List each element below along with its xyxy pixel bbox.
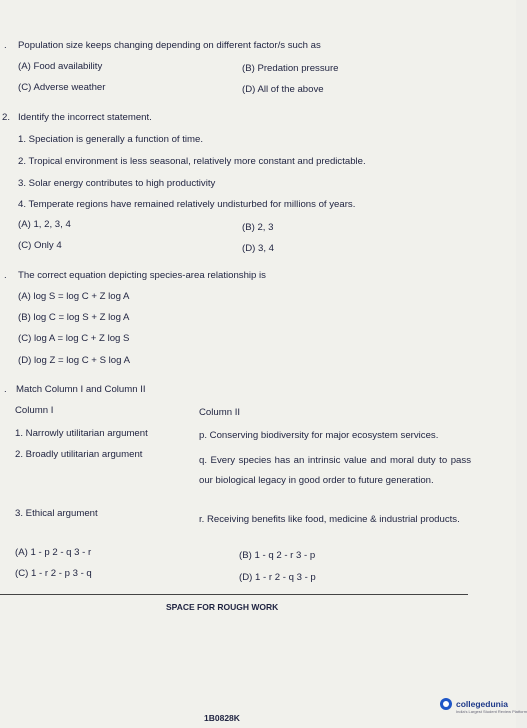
- question-2-option-d: (D) 3, 4: [242, 243, 274, 254]
- rough-work-label: SPACE FOR ROUGH WORK: [166, 602, 279, 612]
- column-1-item-1: 1. Narrowly utilitarian argument: [15, 428, 148, 439]
- question-4-number: .: [4, 384, 7, 395]
- column-1-header: Column I: [15, 405, 54, 416]
- column-2-item-r: r. Receiving benefits like food, medicine & industrial products.: [199, 514, 460, 525]
- collegedunia-logo-tagline: India's Largest Student Review Platform: [456, 709, 527, 714]
- divider-line: [0, 594, 468, 595]
- booklet-code: 1B0828K: [204, 713, 240, 723]
- question-4-option-a: (A) 1 - p 2 - q 3 - r: [15, 547, 92, 558]
- question-2-number: 2.: [2, 112, 11, 123]
- question-4-option-c: (C) 1 - r 2 - p 3 - q: [15, 568, 92, 579]
- question-1-option-c: (C) Adverse weather: [18, 82, 106, 93]
- column-1-item-3: 3. Ethical argument: [15, 508, 98, 519]
- question-3-text: The correct equation depicting species-area relationship is: [18, 270, 266, 281]
- question-2-statement-2: 2. Tropical environment is less seasonal, relatively more constant and predictable.: [18, 156, 366, 167]
- question-3-number: .: [4, 270, 7, 281]
- question-1-text: Population size keeps changing depending on different factor/s such as: [18, 40, 321, 51]
- question-3-option-a: (A) log S = log C + Z log A: [18, 291, 130, 302]
- question-3-option-d: (D) log Z = log C + S log A: [18, 355, 130, 366]
- question-1-option-a: (A) Food availability: [18, 61, 103, 72]
- question-1-option-d: (D) All of the above: [242, 84, 324, 95]
- column-1-item-2: 2. Broadly utilitarian argument: [15, 449, 143, 460]
- collegedunia-logo: [440, 698, 527, 714]
- question-2-statement-4: 4. Temperate regions have remained relatively undisturbed for millions of years.: [18, 199, 356, 210]
- column-2-header: Column II: [199, 407, 241, 418]
- question-2-option-a: (A) 1, 2, 3, 4: [18, 219, 71, 230]
- collegedunia-logo-icon: [440, 698, 452, 710]
- question-3-option-b: (B) log C = log S + Z log A: [18, 312, 130, 323]
- question-2-statement-1: 1. Speciation is generally a function of time.: [18, 134, 204, 145]
- question-2-statement-3: 3. Solar energy contributes to high productivity: [18, 178, 216, 189]
- question-4-text: Match Column I and Column II: [16, 384, 146, 395]
- column-2-item-q: q. Every species has an intrinsic value and moral duty to pass our biological legacy in good order to future generation.: [199, 455, 471, 486]
- question-4-option-d: (D) 1 - r 2 - q 3 - p: [239, 572, 316, 583]
- question-2-text: Identify the incorrect statement.: [18, 112, 152, 123]
- collegedunia-logo-text: collegedunia: [456, 699, 508, 709]
- question-1-number: .: [4, 40, 7, 51]
- question-1-option-b: (B) Predation pressure: [242, 63, 339, 74]
- question-2-option-b: (B) 2, 3: [242, 222, 274, 233]
- question-3-option-c: (C) log A = log C + Z log S: [18, 333, 130, 344]
- question-2-option-c: (C) Only 4: [18, 240, 62, 251]
- column-2-item-p: p. Conserving biodiversity for major ecosystem services.: [199, 430, 439, 441]
- question-4-option-b: (B) 1 - q 2 - r 3 - p: [239, 550, 316, 561]
